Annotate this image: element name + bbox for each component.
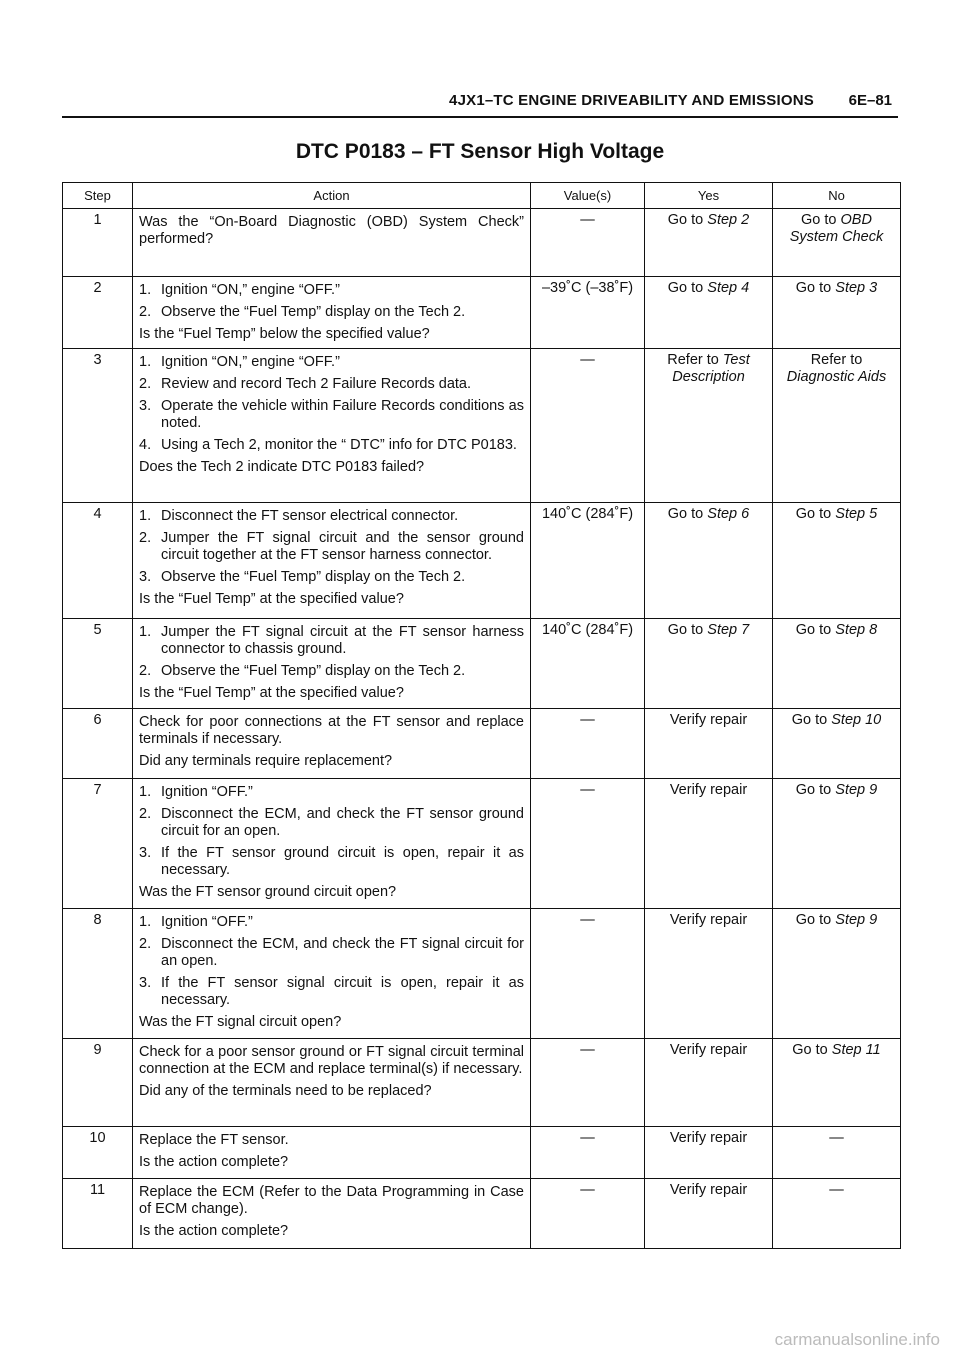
yes-cell <box>645 209 773 277</box>
no-cell <box>773 1179 901 1249</box>
action-item-number: 2. <box>139 376 152 392</box>
action-item-text: Disconnect the ECM, and check the FT signal circuit for an open. <box>161 936 524 969</box>
no-cell <box>773 1127 901 1179</box>
action-item-text: Observe the “Fuel Temp” display on the Tech 2. <box>161 304 466 320</box>
action-item <box>139 437 524 454</box>
action-item <box>139 304 524 321</box>
action-item <box>139 530 524 564</box>
action-item-number: 1. <box>139 624 152 640</box>
cell-text: Go to <box>667 506 708 522</box>
value-cell: — <box>531 1127 645 1179</box>
action-item-text: Was the “On-Board Diagnostic (OBD) System Check” performed? <box>139 214 524 247</box>
cell-text: Verify repair <box>669 1182 748 1198</box>
action-item <box>139 753 524 770</box>
step-reference: Step 11 <box>831 1042 881 1058</box>
value-cell: — <box>531 1039 645 1127</box>
cell-text: Refer to <box>667 352 723 368</box>
action-cell <box>133 909 531 1039</box>
cell-text: Go to <box>795 782 836 798</box>
cell-text: Go to <box>795 280 836 296</box>
table-row <box>63 1179 901 1249</box>
action-item <box>139 884 524 901</box>
action-item-text: Was the FT sensor ground circuit open? <box>139 884 397 900</box>
action-item-text: Using a Tech 2, monitor the “ DTC” info for DTC P0183. <box>161 437 517 453</box>
value-cell: — <box>531 349 645 503</box>
action-item-number: 1. <box>139 508 152 524</box>
action-item-text: If the FT sensor ground circuit is open, repair it as necessary. <box>161 845 524 878</box>
no-cell <box>773 1039 901 1127</box>
step-reference: Step 3 <box>835 280 878 296</box>
action-item-text: Replace the FT sensor. <box>139 1132 289 1148</box>
cell-text: Go to <box>801 212 841 228</box>
action-item-text: Did any terminals require replacement? <box>139 753 393 769</box>
step-reference: Diagnostic Aids <box>786 369 887 385</box>
action-item-text: Jumper the FT signal circuit at the FT sensor harness connector to chassis ground. <box>161 624 524 657</box>
value-cell: — <box>531 209 645 277</box>
no-cell <box>773 779 901 909</box>
step-number: 1 <box>63 209 133 277</box>
column-header-action: Action <box>133 183 531 209</box>
action-item <box>139 624 524 658</box>
no-cell <box>773 349 901 503</box>
action-item-text: Ignition “ON,” engine “OFF.” <box>161 354 340 370</box>
step-reference: Step 6 <box>707 506 750 522</box>
step-number: 6 <box>63 709 133 779</box>
step-number: 9 <box>63 1039 133 1127</box>
yes-cell <box>645 277 773 349</box>
action-item-number: 2. <box>139 663 152 679</box>
section-title: 4JX1–TC ENGINE DRIVEABILITY AND EMISSIONS <box>449 92 814 109</box>
action-cell <box>133 1127 531 1179</box>
yes-cell <box>645 709 773 779</box>
cell-text: Go to <box>795 506 836 522</box>
step-number: 5 <box>63 619 133 709</box>
step-reference: Step 9 <box>835 782 878 798</box>
cell-text: Go to <box>667 280 708 296</box>
action-item-number: 1. <box>139 784 152 800</box>
action-item <box>139 1154 524 1171</box>
cell-text: Verify repair <box>669 912 748 928</box>
action-item <box>139 398 524 432</box>
action-item-text: Ignition “OFF.” <box>161 914 253 930</box>
action-item-text: Was the FT signal circuit open? <box>139 1014 342 1030</box>
action-item <box>139 1014 524 1031</box>
action-item <box>139 685 524 702</box>
no-cell <box>773 619 901 709</box>
cell-text: Verify repair <box>669 712 748 728</box>
value-cell: — <box>531 909 645 1039</box>
action-item-text: Disconnect the FT sensor electrical connector. <box>161 508 459 524</box>
action-item <box>139 714 524 748</box>
action-item-text: Replace the ECM (Refer to the Data Programming in Case of ECM change). <box>139 1184 524 1217</box>
step-number: 3 <box>63 349 133 503</box>
table-row <box>63 209 901 277</box>
action-item-number: 4. <box>139 437 152 453</box>
value-cell: –39˚C (–38˚F) <box>531 277 645 349</box>
watermark: carmanualsonline.info <box>774 1330 940 1349</box>
no-cell <box>773 277 901 349</box>
action-item-number: 3. <box>139 845 152 861</box>
action-item <box>139 354 524 371</box>
action-item-text: Is the action complete? <box>139 1223 289 1239</box>
yes-cell <box>645 779 773 909</box>
action-cell <box>133 619 531 709</box>
action-item-number: 2. <box>139 806 152 822</box>
action-item-text: Is the “Fuel Temp” at the specified value? <box>139 685 404 701</box>
step-reference: Step 5 <box>835 506 878 522</box>
action-item-text: Is the “Fuel Temp” below the specified value? <box>139 326 430 342</box>
action-item <box>139 569 524 586</box>
action-item-number: 2. <box>139 530 152 546</box>
yes-cell <box>645 619 773 709</box>
action-item <box>139 376 524 393</box>
no-cell <box>773 709 901 779</box>
action-item-text: Check for poor connections at the FT sensor and replace terminals if necessary. <box>139 714 524 747</box>
action-item <box>139 806 524 840</box>
step-reference: Step 2 <box>707 212 750 228</box>
action-item-text: Ignition “ON,” engine “OFF.” <box>161 282 340 298</box>
step-reference: Step 9 <box>835 912 878 928</box>
action-item-number: 1. <box>139 354 152 370</box>
step-reference: Step 4 <box>707 280 750 296</box>
no-cell <box>773 909 901 1039</box>
action-item-text: Review and record Tech 2 Failure Records data. <box>161 376 472 392</box>
action-item-text: Observe the “Fuel Temp” display on the Tech 2. <box>161 663 466 679</box>
action-item <box>139 591 524 608</box>
action-item <box>139 784 524 801</box>
table-row <box>63 349 901 503</box>
action-cell <box>133 349 531 503</box>
action-item <box>139 1044 524 1078</box>
cell-text: — <box>829 1182 844 1198</box>
action-cell <box>133 709 531 779</box>
action-cell <box>133 779 531 909</box>
action-item-number: 3. <box>139 398 152 414</box>
action-item-text: Ignition “OFF.” <box>161 784 253 800</box>
action-cell <box>133 277 531 349</box>
action-item <box>139 1223 524 1240</box>
action-item <box>139 936 524 970</box>
action-item <box>139 459 524 476</box>
action-item-text: Does the Tech 2 indicate DTC P0183 failed? <box>139 459 425 475</box>
action-item-text: Disconnect the ECM, and check the FT sensor ground circuit for an open. <box>161 806 524 839</box>
action-item <box>139 663 524 680</box>
value-cell: 140˚C (284˚F) <box>531 503 645 619</box>
value-cell: — <box>531 779 645 909</box>
action-item-text: If the FT sensor signal circuit is open, repair it as necessary. <box>161 975 524 1008</box>
action-item <box>139 508 524 525</box>
action-cell <box>133 503 531 619</box>
action-item-text: Operate the vehicle within Failure Records conditions as noted. <box>161 398 524 431</box>
value-cell: 140˚C (284˚F) <box>531 619 645 709</box>
step-number: 4 <box>63 503 133 619</box>
step-reference: OBD System Check <box>789 212 884 245</box>
action-item-text: Is the action complete? <box>139 1154 289 1170</box>
action-cell <box>133 1039 531 1127</box>
action-item <box>139 282 524 299</box>
table-row <box>63 1039 901 1127</box>
page-number: 6E–81 <box>848 92 892 109</box>
column-header-yes: Yes <box>645 183 773 209</box>
action-item-number: 3. <box>139 569 152 585</box>
step-reference: Step 7 <box>707 622 750 638</box>
table-row <box>63 619 901 709</box>
cell-text: Refer to <box>810 352 863 368</box>
action-item <box>139 326 524 343</box>
cell-text: Go to <box>795 912 836 928</box>
yes-cell <box>645 1127 773 1179</box>
step-number: 7 <box>63 779 133 909</box>
yes-cell <box>645 503 773 619</box>
step-number: 2 <box>63 277 133 349</box>
yes-cell <box>645 349 773 503</box>
table-header-row <box>63 183 901 209</box>
action-item-text: Jumper the FT signal circuit and the sensor ground circuit together at the FT sensor harness connector. <box>161 530 524 563</box>
no-cell <box>773 503 901 619</box>
yes-cell <box>645 1039 773 1127</box>
value-cell: — <box>531 709 645 779</box>
action-item-text: Observe the “Fuel Temp” display on the Tech 2. <box>161 569 466 585</box>
table-row <box>63 779 901 909</box>
cell-text: Verify repair <box>669 782 748 798</box>
table-row <box>63 1127 901 1179</box>
table-row <box>63 277 901 349</box>
action-item-number: 1. <box>139 282 152 298</box>
action-item-number: 2. <box>139 936 152 952</box>
page-title: DTC P0183 – FT Sensor High Voltage <box>295 140 665 163</box>
cell-text: Verify repair <box>669 1042 748 1058</box>
action-item-number: 3. <box>139 975 152 991</box>
column-header-no: No <box>773 183 901 209</box>
action-cell <box>133 209 531 277</box>
table-row <box>63 709 901 779</box>
action-item-number: 1. <box>139 914 152 930</box>
step-number: 8 <box>63 909 133 1039</box>
action-item-text: Check for a poor sensor ground or FT signal circuit terminal connection at the ECM and replace terminal(s) if necessary. <box>139 1044 524 1077</box>
step-reference: Step 10 <box>831 712 882 728</box>
cell-text: Verify repair <box>669 1130 748 1146</box>
step-reference: Test Description <box>672 352 750 385</box>
step-reference: Step 8 <box>835 622 878 638</box>
page-header <box>62 88 898 118</box>
cell-text: Go to <box>792 1042 832 1058</box>
step-number: 10 <box>63 1127 133 1179</box>
cell-text: — <box>829 1130 844 1146</box>
action-item <box>139 1083 524 1100</box>
action-item-number: 2. <box>139 304 152 320</box>
action-item <box>139 845 524 879</box>
action-item <box>139 914 524 931</box>
action-item-text: Did any of the terminals need to be replaced? <box>139 1083 432 1099</box>
yes-cell <box>645 1179 773 1249</box>
cell-text: Go to <box>795 622 836 638</box>
yes-cell <box>645 909 773 1039</box>
cell-text: Go to <box>667 622 708 638</box>
column-header-step: Step <box>63 183 133 209</box>
action-item <box>139 975 524 1009</box>
cell-text: Go to <box>667 212 708 228</box>
no-cell <box>773 209 901 277</box>
action-cell <box>133 1179 531 1249</box>
table-body <box>63 209 901 1249</box>
table-row <box>63 909 901 1039</box>
action-item <box>139 214 524 248</box>
step-number: 11 <box>63 1179 133 1249</box>
column-header-values: Value(s) <box>531 183 645 209</box>
action-item-text: Is the “Fuel Temp” at the specified value? <box>139 591 404 607</box>
table-row <box>63 503 901 619</box>
action-item <box>139 1184 524 1218</box>
diagnostic-table <box>62 182 901 1249</box>
value-cell: — <box>531 1179 645 1249</box>
action-item <box>139 1132 524 1149</box>
cell-text: Go to <box>791 712 832 728</box>
